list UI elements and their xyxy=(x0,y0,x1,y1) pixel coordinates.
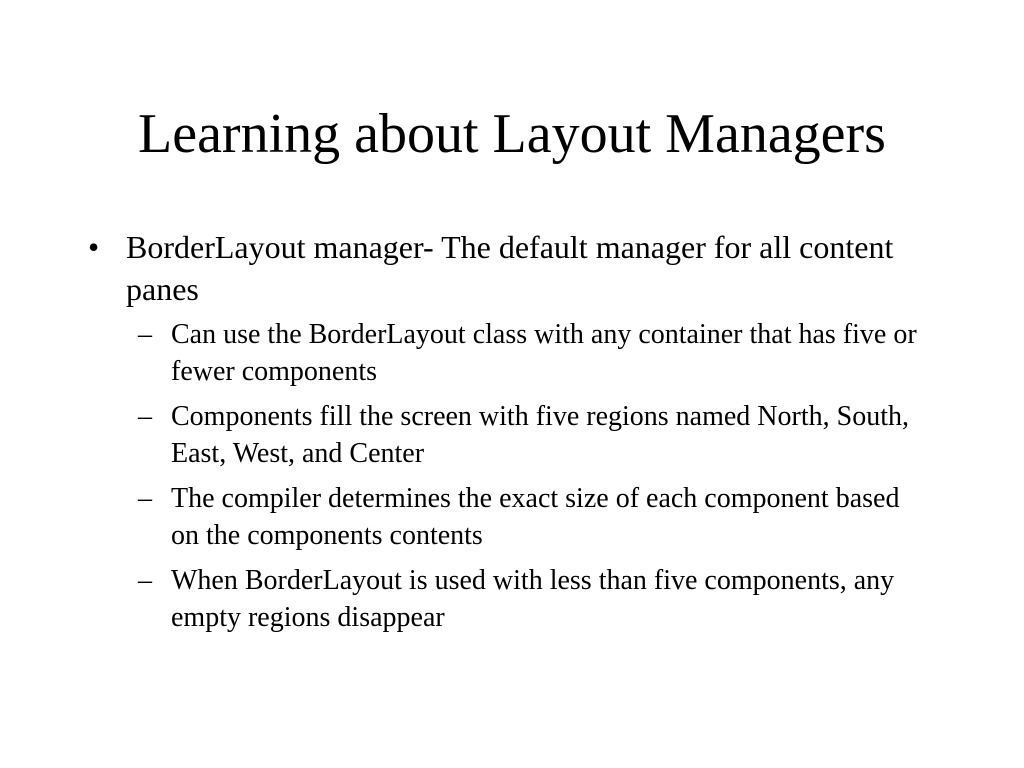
sub-bullet-text: The compiler determines the exact size of each component based on the components contents xyxy=(171,483,900,551)
bullet-text: BorderLayout manager- The default manager for all content panes xyxy=(126,229,894,307)
sub-bullet-text: Components fill the screen with five regions named North, South, East, West, and Center xyxy=(171,401,909,469)
sub-bullet-item xyxy=(80,398,931,472)
sub-bullet-marker: – xyxy=(138,401,152,432)
sub-bullet-text: When BorderLayout is used with less than five components, any empty regions disappear xyxy=(171,565,895,633)
slide-title: Learning about Layout Managers xyxy=(138,103,886,165)
slide-body xyxy=(80,226,950,644)
sub-bullet-list xyxy=(80,316,950,636)
sub-bullet-item xyxy=(80,480,931,554)
bullet-marker: • xyxy=(88,229,100,265)
sub-bullet-text: Can use the BorderLayout class with any container that has five or fewer components xyxy=(171,319,917,387)
sub-bullet-marker: – xyxy=(138,483,152,514)
bullet-item xyxy=(80,226,950,310)
sub-bullet-item xyxy=(80,316,931,390)
sub-bullet-item xyxy=(80,562,931,636)
sub-bullet-marker: – xyxy=(138,565,152,596)
sub-bullet-marker: – xyxy=(138,319,152,350)
